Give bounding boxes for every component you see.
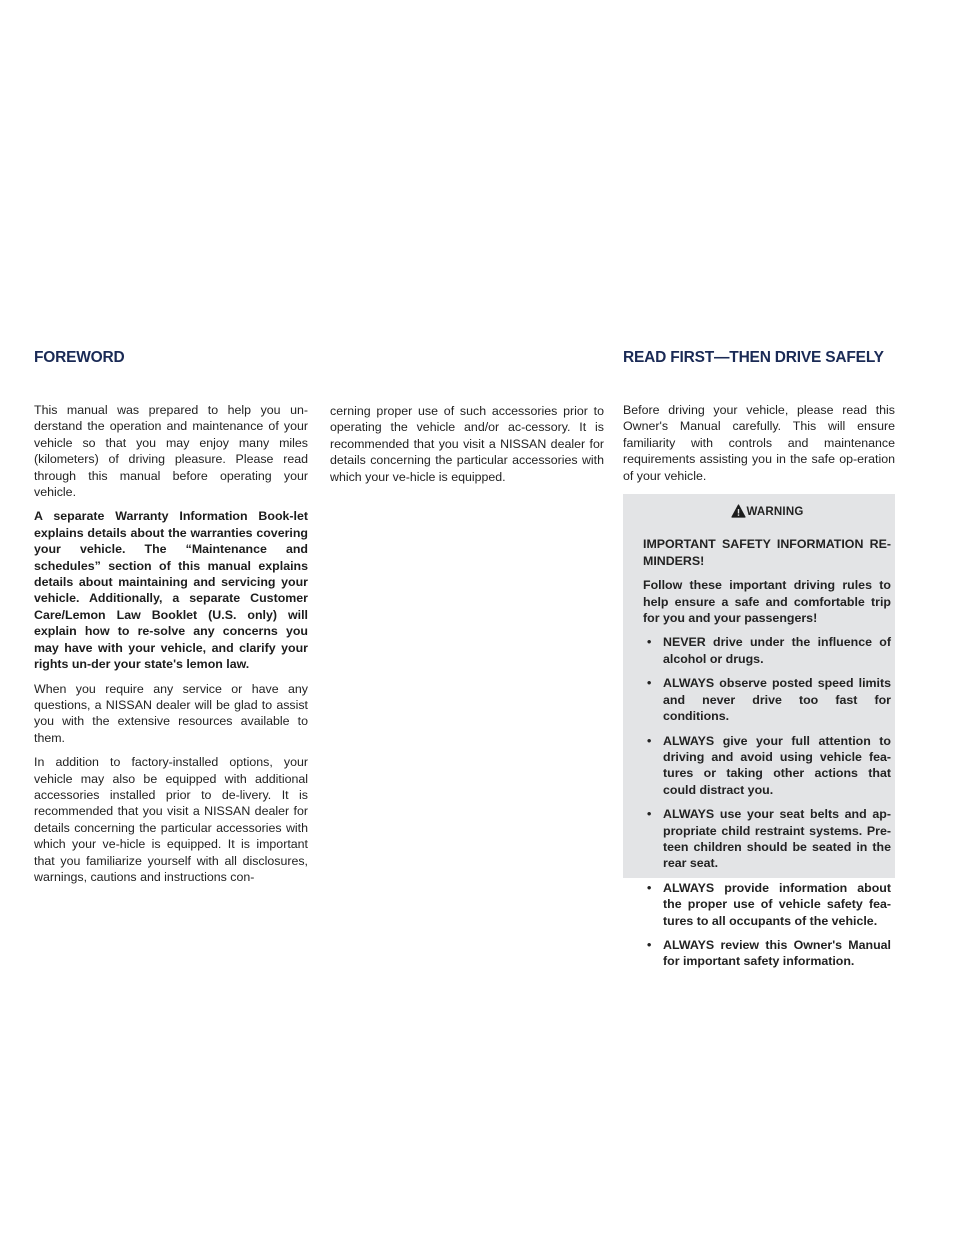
- bullet: •: [647, 733, 652, 748]
- accessories-paragraph-start: In addition to factory-installed options, your vehicle may also be equipped with additional accessories installed prior to de-livery. It is recommended that you visit a NISSAN dealer for details concerning the particular accessories with which your ve-hicle is equipped. It is important that you familiarize yourself with all disclosures, warnings, cautions and instructions con-: [34, 755, 308, 884]
- warning-item-text: ALWAYS provide information about the proper use of vehicle safety fea-tures to all occupants of the vehicle.: [663, 880, 891, 928]
- foreword-heading: FOREWORD: [34, 349, 125, 366]
- warning-item: [643, 806, 891, 872]
- warning-item-text: NEVER drive under the influence of alcohol or drugs.: [663, 635, 891, 666]
- warning-item-text: ALWAYS review this Owner's Manual for important safety information.: [663, 937, 891, 969]
- warning-item: [643, 733, 891, 799]
- warning-item-text: ALWAYS use your seat belts and ap-propriate child restraint systems. Pre-teen children should be seated in the rear seat.: [663, 807, 891, 871]
- warranty-paragraph: A separate Warranty Information Book-let explains details about the warranties covering your vehicle. The “Maintenance and schedules” section of this manual explains details about maintaining and servicing your vehicle. Additionally, a separate Customer Care/Lemon Law Booklet (U.S. only) will explain how to re-solve any concerns you may have with your vehicle, and clarify your rights un-der your state's lemon law.: [34, 509, 308, 672]
- foreword-column-1: [34, 402, 308, 893]
- warning-item: [643, 634, 891, 667]
- warning-box: [623, 494, 895, 969]
- warning-item: [643, 675, 891, 724]
- read-first-column: [623, 402, 895, 969]
- warning-item-text: ALWAYS give your full attention to driving and avoid using vehicle fea-tures or taking other actions that could distract you.: [663, 733, 891, 797]
- warning-title: [643, 504, 891, 520]
- foreword-column-2: [330, 403, 604, 493]
- read-first-heading: READ FIRST—THEN DRIVE SAFELY: [623, 349, 884, 366]
- foreword-intro-paragraph: This manual was prepared to help you un-derstand the operation and maintenance of your vehicle so that you may enjoy many miles (kilometers) of driving pleasure. Please read through this manual before operating your vehicle.: [34, 403, 308, 500]
- warning-item-text: ALWAYS observe posted speed limits and never drive too fast for conditions.: [663, 676, 891, 724]
- bullet: •: [647, 676, 652, 691]
- warning-lead: Follow these important driving rules to help ensure a safe and comfortable trip for you and your passengers!: [643, 578, 891, 626]
- accessories-paragraph-continued: cerning proper use of such accessories prior to operating the vehicle and/or ac-cessory. It is recommended that you visit a NISSAN dealer for details concerning the particular accessories with which your ve-hicle is equipped.: [330, 404, 604, 484]
- warning-list: [643, 634, 891, 969]
- bullet: •: [647, 937, 652, 952]
- read-first-intro-paragraph: Before driving your vehicle, please read this Owner's Manual carefully. This will ensure familiarity with controls and maintenance requirements assisting you in the safe op-eration of your vehicle.: [623, 403, 895, 483]
- warning-heading: IMPORTANT SAFETY INFORMATION RE-MINDERS!: [643, 537, 891, 568]
- warning-triangle-icon: [731, 504, 746, 518]
- service-paragraph: When you require any service or have any questions, a NISSAN dealer will be glad to assist you with the extensive resources available to them.: [34, 681, 308, 745]
- warning-title-text: WARNING: [746, 506, 804, 519]
- bullet: •: [647, 635, 652, 650]
- warning-item: [643, 880, 891, 929]
- bullet: •: [647, 807, 652, 822]
- bullet: •: [647, 880, 652, 895]
- warning-item: [643, 937, 891, 970]
